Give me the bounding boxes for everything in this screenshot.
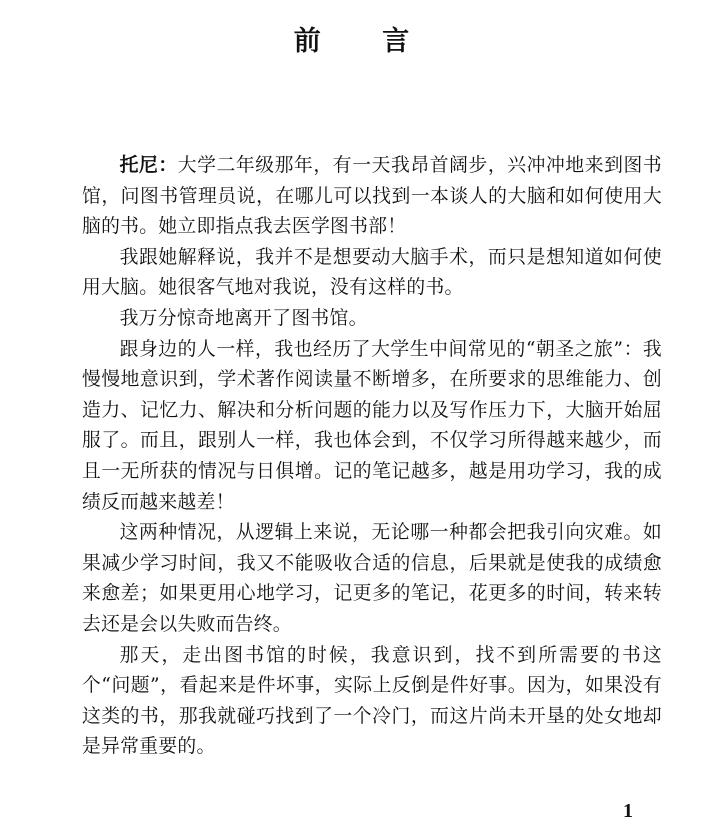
- paragraph-text: 大学二年级那年，有一天我昂首阔步，兴冲冲地来到图书馆，问图书管理员说，在哪儿可以找到一本谈人的大脑和如何使用大脑的书。她立即指点我去医学图书部！: [82, 155, 663, 238]
- body-text: [82, 151, 662, 763]
- paragraph: [82, 151, 662, 243]
- paragraph-text: 这两种情况，从逻辑上来说，无论哪一种都会把我引向灾难。如果减少学习时间，我又不能吸收合适的信息，后果就是使我的成绩愈来愈差；如果更用心地学习，记更多的笔记，花更多的时间，转来转去还是会以失败而告终。: [82, 522, 662, 635]
- page-title: 前 言: [293, 26, 436, 57]
- paragraph-text: 我跟她解释说，我并不是想要动大脑手术，而只是想知道如何使用大脑。她很客气地对我说，没有这样的书。: [82, 246, 662, 299]
- page-number: 1: [623, 800, 633, 822]
- paragraph-text: 我万分惊奇地离开了图书馆。: [119, 307, 368, 329]
- paragraph-text: 那天，走出图书馆的时候，我意识到，找不到所需要的书这个“问题”，看起来是件坏事，实际上反倒是件好事。因为，如果没有这类的书，那我就碰巧找到了一个冷门，而这片尚未开垦的处女地却是异常重要的。: [82, 644, 662, 758]
- paragraph-text: 跟身边的人一样，我也经历了大学生中间常见的“朝圣之旅”：我慢慢地意识到，学术著作阅读量不断增多，在所要求的思维能力、创造力、记忆力、解决和分析问题的能力以及写作压力下，大脑开始屈服了。而且，跟别人一样，我也体会到，不仅学习所得越来越少，而且一无所获的情况与日俱增。记的笔记越多，越是用功学习，我的成绩反而越来越差！: [82, 338, 662, 513]
- paragraph: [82, 304, 662, 335]
- paragraph: [82, 335, 662, 519]
- paragraph: [82, 518, 662, 640]
- paragraph: [82, 641, 662, 763]
- speaker-label: 托尼：: [119, 155, 178, 176]
- paragraph: [82, 243, 662, 304]
